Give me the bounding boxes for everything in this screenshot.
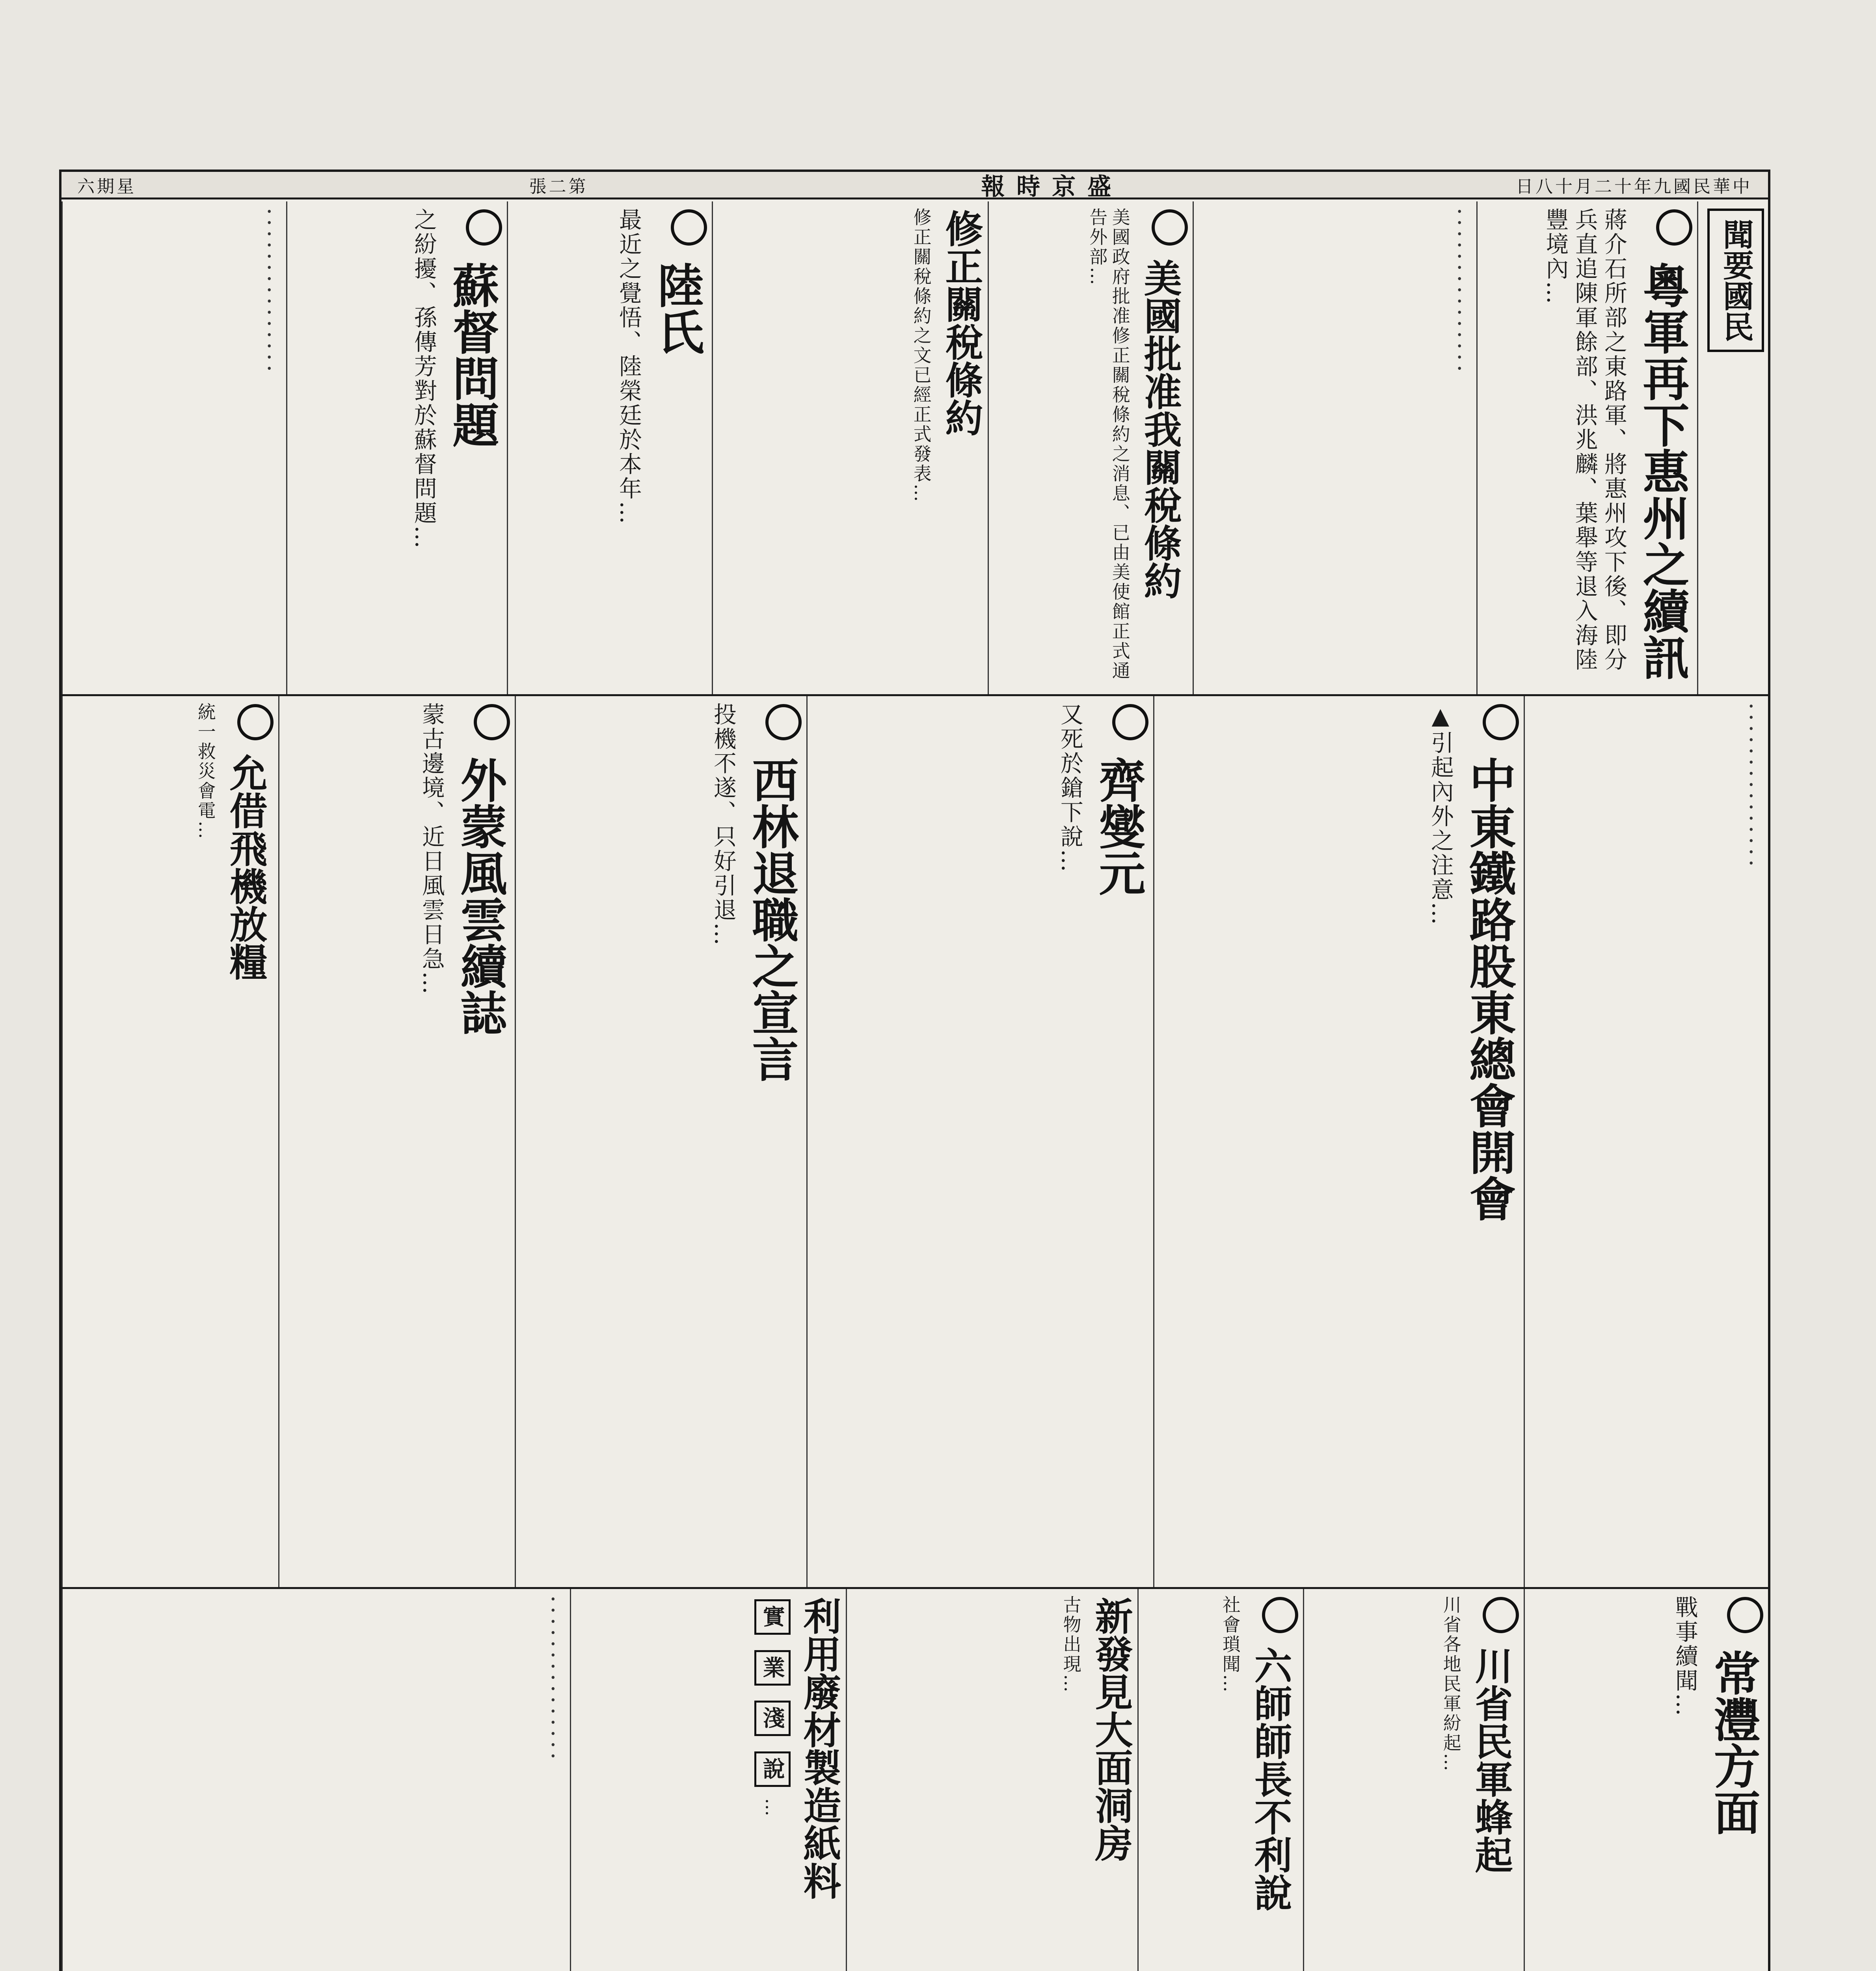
circle-bullet-icon — [474, 704, 510, 740]
article-body: 蒙古邊境、近日風雲日急… — [418, 702, 445, 996]
article-title: 川省民軍蜂起 — [1465, 1589, 1524, 1971]
article-a20-cont — [61, 1589, 570, 1971]
article-title: 常灃方面 — [1702, 1589, 1768, 1971]
page-label: 張二第 — [529, 176, 588, 197]
middle-band — [61, 696, 1768, 1589]
article-a20 — [570, 1589, 846, 1971]
article-body: 投機不遂、只好引退… — [709, 702, 737, 947]
paper-name: 報時京盛 — [981, 173, 1123, 201]
article-a4 — [507, 201, 712, 694]
article-title: 西林退職之宣言 — [740, 696, 806, 1587]
article-a1 — [1476, 201, 1697, 694]
third-band — [61, 1589, 1768, 1971]
circle-bullet-icon — [466, 209, 502, 246]
circle-bullet-icon — [1262, 1597, 1298, 1633]
circle-bullet-icon — [1152, 209, 1188, 246]
article-body: 戰事續聞… — [1671, 1595, 1698, 1718]
article-a11 — [1524, 1589, 1768, 1971]
article-a8 — [806, 696, 1153, 1587]
article-a3 — [712, 201, 988, 694]
category-box: 實 — [754, 1599, 791, 1635]
article-title: 陸氏 — [646, 201, 712, 694]
circle-bullet-icon — [671, 209, 707, 246]
top-band — [61, 201, 1768, 696]
article-a5-cont — [61, 201, 286, 694]
article-title: 中東鐵路股東總會開會 — [1457, 696, 1524, 1587]
circle-bullet-icon — [237, 704, 274, 740]
category-box: 淺 — [754, 1701, 791, 1736]
article-a6 — [1153, 696, 1524, 1587]
weekday: 六期星 — [77, 176, 136, 197]
article-body: 川省各地民軍紛起… — [1440, 1595, 1462, 1773]
article-a14 — [846, 1589, 1137, 1971]
article-body: 古物出現… — [1060, 1595, 1082, 1694]
article-title: 蘇督問題 — [441, 201, 507, 694]
article-a5 — [286, 201, 507, 694]
section-label: 聞要國民 — [1707, 209, 1764, 352]
article-body-continued: ··············· — [540, 1595, 566, 1764]
article-a13 — [1137, 1589, 1303, 1971]
article-title: 修正關稅條約 — [939, 209, 984, 436]
article-title: 利用廢材製造紙料 — [797, 1597, 842, 1900]
article-title: 粵軍再下惠州之續訊 — [1631, 201, 1697, 694]
article-body-continued: ··············· — [1738, 702, 1764, 871]
article-title: 六師師長不利說 — [1244, 1589, 1303, 1971]
article-body-continued: ··············· — [256, 208, 283, 376]
article-a2 — [988, 201, 1193, 694]
article-body: 修正關稅條約之文已經正式發表… — [910, 208, 932, 503]
article-title: 齊燮元 — [1087, 696, 1153, 1587]
article-title: 允借飛機放糧 — [219, 696, 278, 1587]
article-a7 — [515, 696, 806, 1587]
article-body: 統一救災會電… — [195, 702, 216, 840]
category-box: 說 — [754, 1751, 791, 1787]
circle-bullet-icon — [765, 704, 802, 740]
circle-bullet-icon — [1483, 704, 1519, 740]
article-body: ▲引起內外之注意… — [1427, 702, 1454, 926]
circle-bullet-icon — [1483, 1597, 1519, 1633]
article-body: 社會瑣聞… — [1219, 1595, 1241, 1694]
article-body: 又死於鎗下說… — [1056, 702, 1083, 874]
article-title: 新發見大面洞房 — [1089, 1597, 1133, 1862]
masthead — [61, 172, 1768, 199]
article-body-continued: ··············· — [1446, 208, 1473, 376]
article-body: 之紛擾、孫傳芳對於蘇督問題… — [410, 208, 437, 550]
article-body: 實 業 淺 說 … — [752, 1589, 793, 1971]
article-title: 外蒙風雲續誌 — [449, 696, 515, 1587]
date-line: 日八十月二十年九國民華中 — [1515, 176, 1752, 197]
top-section-tag — [1697, 201, 1768, 694]
article-a9 — [278, 696, 515, 1587]
category-box: 業 — [754, 1650, 791, 1686]
newspaper-page — [59, 170, 1770, 1971]
article-body: 美國政府批准修正關稅條約之消息、已由美使館正式通告外部… — [1087, 208, 1131, 681]
circle-bullet-icon — [1112, 704, 1148, 740]
article-body: 蔣介石所部之東路軍、將惠州攻下後、即分兵直追陳軍餘部、洪兆麟、葉舉等退入海陸豐境內… — [1542, 208, 1627, 672]
circle-bullet-icon — [1727, 1597, 1763, 1633]
article-title: 美國批准我關稅條約 — [1133, 201, 1193, 694]
article-a3-cont — [1524, 696, 1768, 1587]
article-body: 最近之覺悟、陸榮廷於本年… — [615, 208, 642, 525]
article-a1-cont — [1193, 201, 1476, 694]
article-a12 — [1303, 1589, 1524, 1971]
circle-bullet-icon — [1656, 209, 1692, 246]
article-a10 — [61, 696, 278, 1587]
